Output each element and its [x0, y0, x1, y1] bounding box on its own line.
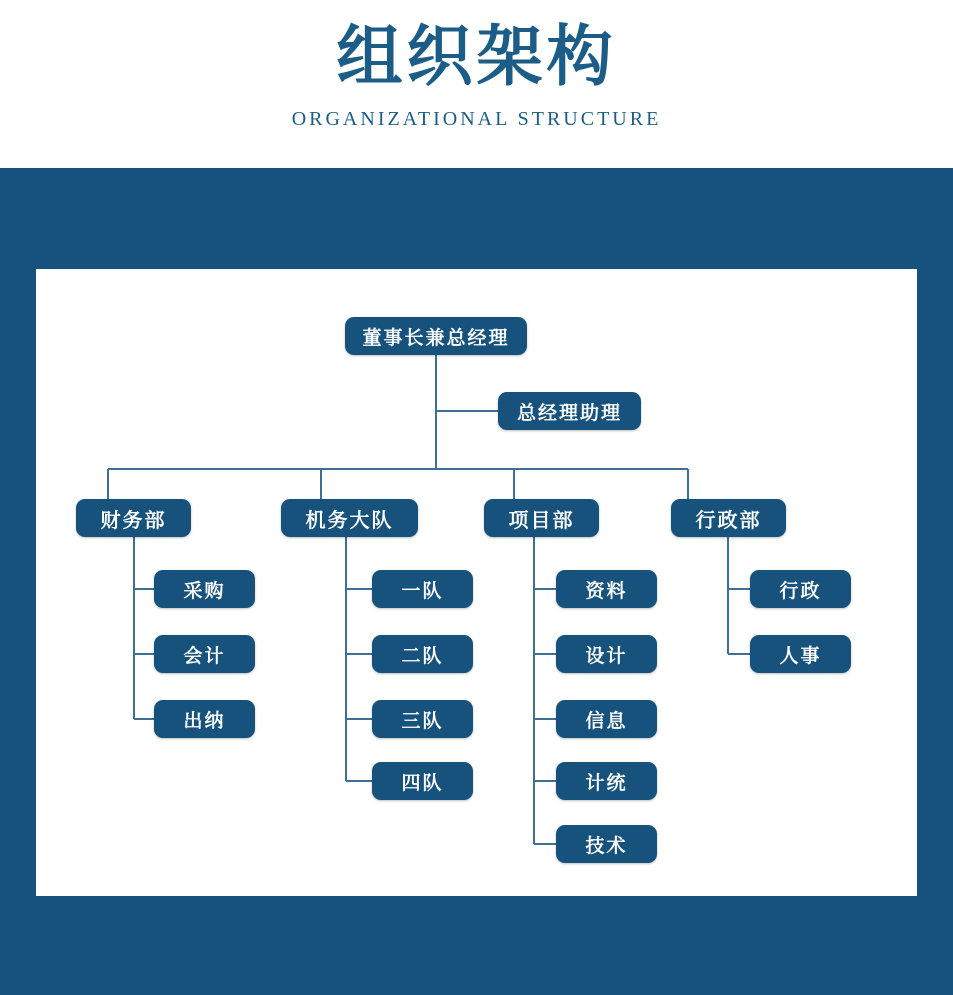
node-sub-documentation[interactable]: 资料: [556, 570, 657, 608]
blue-frame: [0, 168, 953, 995]
node-department-administration[interactable]: 行政部: [671, 499, 786, 537]
node-sub-purchasing[interactable]: 采购: [154, 570, 255, 608]
node-sub-team-2[interactable]: 二队: [372, 635, 473, 673]
node-sub-accounting[interactable]: 会计: [154, 635, 255, 673]
node-chairman-general-manager[interactable]: 董事长兼总经理: [345, 317, 527, 355]
node-sub-information[interactable]: 信息: [556, 700, 657, 738]
node-department-finance[interactable]: 财务部: [76, 499, 191, 537]
page-title: 组织架构: [336, 21, 617, 94]
org-chart: [36, 269, 917, 896]
node-sub-design[interactable]: 设计: [556, 635, 657, 673]
chart-canvas: [36, 269, 917, 896]
node-sub-team-4[interactable]: 四队: [372, 762, 473, 800]
node-sub-planning-statistics[interactable]: 计统: [556, 762, 657, 800]
page-subtitle: ORGANIZATIONAL STRUCTURE: [291, 108, 662, 130]
node-department-project[interactable]: 项目部: [484, 499, 599, 537]
node-sub-technology[interactable]: 技术: [556, 825, 657, 863]
node-sub-cashier[interactable]: 出纳: [154, 700, 255, 738]
node-sub-admin-affairs[interactable]: 行政: [750, 570, 851, 608]
node-sub-human-resources[interactable]: 人事: [750, 635, 851, 673]
node-gm-assistant[interactable]: 总经理助理: [498, 392, 641, 430]
node-sub-team-1[interactable]: 一队: [372, 570, 473, 608]
page-header: [0, 0, 953, 168]
node-sub-team-3[interactable]: 三队: [372, 700, 473, 738]
node-department-maintenance-brigade[interactable]: 机务大队: [281, 499, 418, 537]
